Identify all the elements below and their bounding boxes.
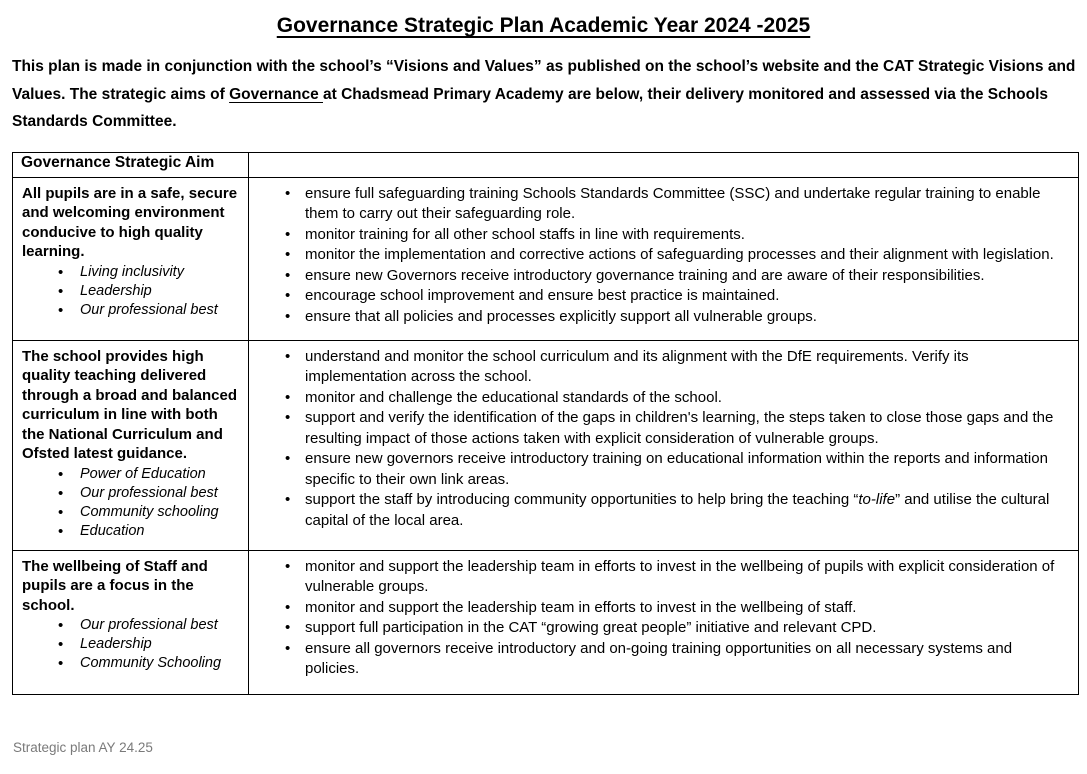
action-text: understand and monitor the school curriculum and its alignment with the DfE requirements. Verify its implementation across the school. [305, 347, 969, 385]
action-item [249, 490, 1068, 531]
action-text: monitor and support the leadership team in efforts to invest in the wellbeing of staff. [305, 598, 857, 616]
table-header-actions-empty [249, 152, 1079, 177]
action-item [249, 618, 1068, 639]
intro-text-after: at Chadsmead Primary Academy are below, their delivery monitored and assessed via the Schools Standards Committee. [12, 85, 1049, 130]
footer-label: Strategic plan AY 24.25 [13, 740, 153, 755]
aim-text: The wellbeing of Staff and pupils are a focus in the school. [22, 557, 208, 614]
aim-value-item: • Education [22, 522, 240, 541]
aim-values-list [22, 465, 240, 541]
aim-value-item: • Leadership [22, 282, 240, 301]
aim-text: The school provides high quality teaching delivered through a broad and balanced curriculum in line with both the National Curriculum and Ofsted latest guidance. [22, 347, 238, 462]
action-text: support the staff by introducing community opportunities to help bring the teaching “ [305, 491, 859, 508]
table-row [13, 340, 1079, 550]
aim-values-list [22, 263, 240, 320]
action-item [249, 598, 1068, 619]
table-row [13, 177, 1079, 340]
actions-cell [249, 177, 1079, 340]
action-text: encourage school improvement and ensure best practice is maintained. [305, 287, 780, 304]
action-text: ensure new Governors receive introductory governance training and are aware of their responsibilities. [305, 266, 985, 284]
aim-text: All pupils are in a safe, secure and welcoming environment conducive to high quality learning. [22, 184, 238, 260]
table-row [13, 550, 1079, 694]
aim-cell [13, 550, 249, 694]
aim-cell [13, 177, 249, 340]
aim-value-item: • Our professional best [22, 616, 240, 635]
action-item [249, 449, 1068, 490]
aim-value-item: • Our professional best [22, 301, 240, 320]
aim-values-list [22, 616, 240, 673]
action-item [249, 557, 1068, 598]
strategic-plan-table [12, 152, 1079, 695]
table-header-aim: Governance Strategic Aim [13, 152, 249, 177]
aim-cell [13, 340, 249, 550]
action-item [249, 184, 1068, 225]
action-text: ” and utilise the cultural capital of the local area. [305, 491, 1050, 529]
action-item [249, 388, 1068, 409]
action-text: monitor and challenge the educational standards of the school. [305, 388, 722, 406]
action-text: monitor the implementation and corrective actions of safeguarding processes and their alignment with legislation. [305, 246, 1054, 263]
action-text: monitor and support the leadership team in efforts to invest in the wellbeing of pupils with explicit consideration of vulnerable groups. [305, 557, 1055, 595]
aim-value-item: • Community Schooling [22, 654, 240, 673]
intro-governance-underlined: Governance [229, 85, 323, 103]
action-text: ensure that all policies and processes explicitly support all vulnerable groups. [305, 307, 817, 325]
actions-cell [249, 340, 1079, 550]
aim-value-item: • Leadership [22, 635, 240, 654]
action-item [249, 225, 1068, 246]
aim-value-item: • Power of Education [22, 465, 240, 484]
document-title [0, 14, 1087, 38]
actions-list [249, 184, 1068, 328]
intro-paragraph [12, 53, 1077, 136]
action-text: support full participation in the CAT “growing great people” initiative and relevant CPD. [305, 619, 877, 636]
intro-text-before: This plan is made in conjunction with the school’s “Visions and Values” as published on the school’s website and the CAT Strategic Visions and Values. The strategic aims of [12, 58, 1076, 103]
actions-cell [249, 550, 1079, 694]
action-item [249, 408, 1068, 449]
action-item [249, 286, 1068, 307]
action-text: ensure all governors receive introductory and on-going training opportunities on all necessary systems and policies. [305, 639, 1013, 677]
action-item [249, 245, 1068, 266]
action-text: monitor training for all other school staffs in line with requirements. [305, 225, 745, 243]
action-text-italic: to-life [858, 491, 896, 508]
action-text: support and verify the identification of the gaps in children's learning, the steps taken to close those gaps and the resulting impact of those actions taken with explicit consideration of vulnerable groups. [305, 409, 1054, 447]
actions-list [249, 557, 1068, 680]
action-item [249, 266, 1068, 287]
action-text: ensure new governors receive introductory training on educational information within the reports and information specific to their own link areas. [305, 450, 1048, 488]
action-item [249, 347, 1068, 388]
document-title-text: Governance Strategic Plan Academic Year 2024 -2025 [276, 14, 811, 37]
aim-value-item: • Living inclusivity [22, 263, 240, 282]
action-text: ensure full safeguarding training Schools Standards Committee (SSC) and undertake regular training to enable them to carry out their safeguarding role. [305, 184, 1041, 222]
aim-value-item: • Our professional best [22, 484, 240, 503]
action-item [249, 307, 1068, 328]
actions-list [249, 347, 1068, 532]
document-page [0, 14, 1087, 774]
aim-value-item: • Community schooling [22, 503, 240, 522]
action-item [249, 639, 1068, 680]
table-header-row [13, 152, 1079, 177]
